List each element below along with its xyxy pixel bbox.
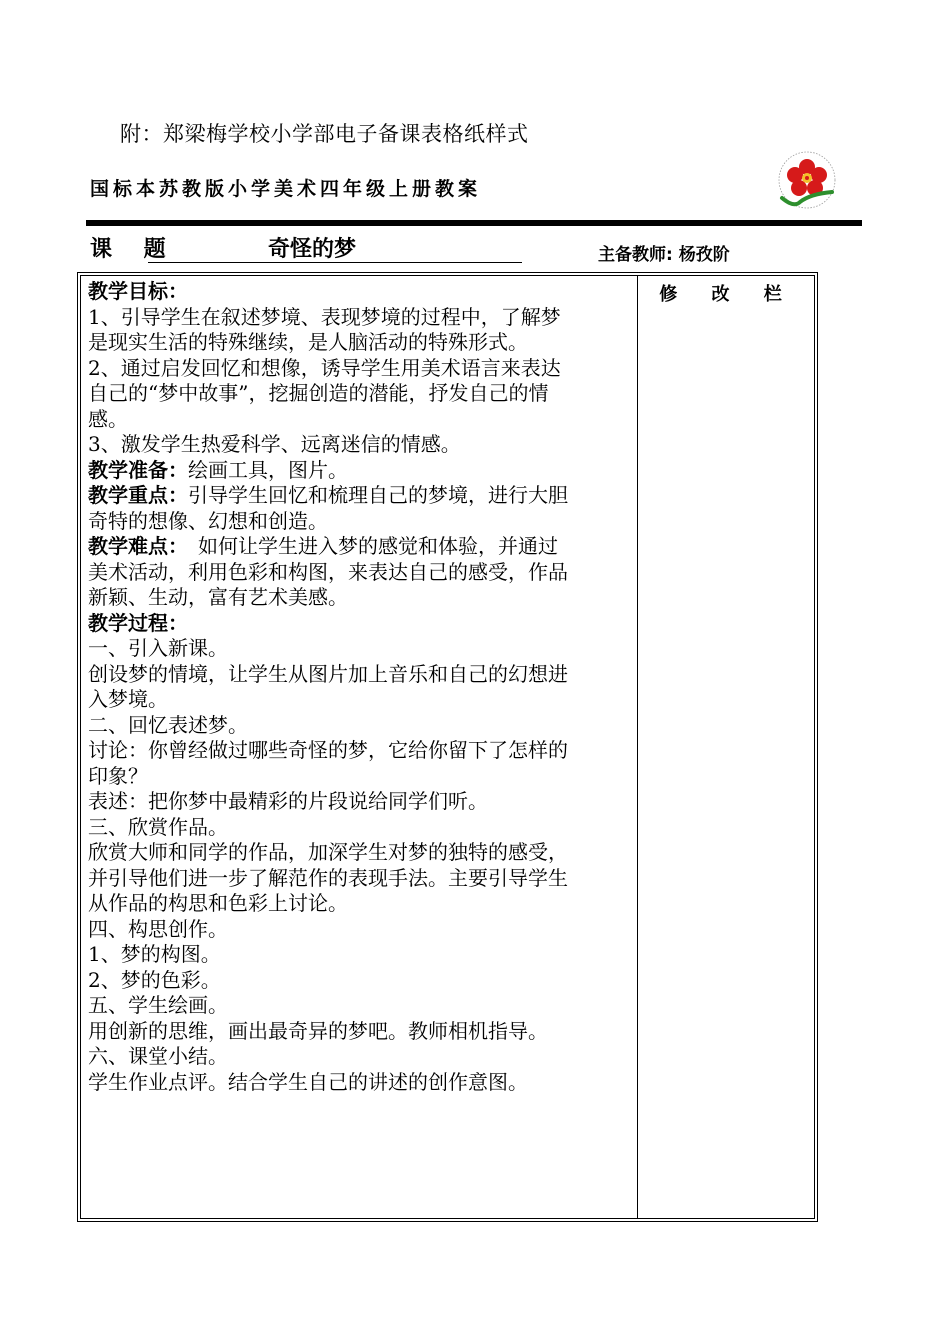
- content-line: 印象？: [88, 763, 148, 788]
- column-divider: [637, 275, 638, 1219]
- preparation-text: 绘画工具，图片。: [188, 457, 348, 482]
- content-line: 美术活动，利用色彩和构图，来表达自己的感受，作品: [88, 559, 568, 584]
- lesson-topic: 奇怪的梦: [268, 237, 357, 262]
- content-line: 感。: [88, 406, 128, 431]
- content-line: 是现实生活的特殊继续，是人脑活动的特殊形式。: [88, 330, 528, 354]
- content-line: 2、通过启发回忆和想像，诱导学生用美术语言来表达: [88, 355, 561, 380]
- difficulty-text: 如何让学生进入梦的感觉和体验，并通过: [178, 534, 558, 558]
- content-line: 奇特的想像、幻想和创造。: [88, 508, 328, 533]
- content-line: 学生作业点评。结合学生自己的讲述的创作意图。: [88, 1069, 528, 1094]
- content-line: 从作品的构思和色彩上讨论。: [88, 891, 348, 915]
- content-line: 新颖、生动，富有艺术美感。: [88, 585, 348, 609]
- content-line: 欣赏大师和同学的作品，加深学生对梦的独特的感受，: [88, 840, 568, 864]
- revision-column-header: 修 改 栏: [659, 284, 796, 305]
- preparation-line: [88, 458, 633, 484]
- content-line: 一、引入新课。: [88, 636, 228, 660]
- content-line: 四、构思创作。: [88, 916, 228, 941]
- lesson-content: [88, 279, 633, 1095]
- content-line: 自己的“梦中故事”，挖掘创造的潜能，抒发自己的情: [88, 381, 549, 405]
- key-points-label: 教学重点：: [88, 483, 188, 507]
- topic-label: 课 题: [90, 237, 178, 262]
- content-line: 1、引导学生在叙述梦境、表现梦境的过程中，了解梦: [88, 304, 561, 329]
- series-title: 国标本苏教版小学美术四年级上册教案: [90, 178, 482, 200]
- key-points-line: [88, 483, 633, 509]
- objectives-heading: 教学目标：: [88, 279, 188, 303]
- content-line: 2、梦的色彩。: [88, 967, 221, 992]
- lead-teacher: 主备教师: 杨孜阶: [598, 245, 730, 265]
- difficulty-line: [88, 534, 633, 560]
- content-line: 3、激发学生热爱科学、远离迷信的情感。: [88, 432, 461, 456]
- content-line: 用创新的思维，画出最奇异的梦吧。教师相机指导。: [88, 1018, 548, 1043]
- content-line: 三、欣赏作品。: [88, 814, 228, 839]
- appendix-note: 附：郑梁梅学校小学部电子备课表格纸样式: [120, 122, 529, 146]
- content-line: 并引导他们进一步了解范作的表现手法。主要引导学生: [88, 865, 568, 890]
- difficulty-label: 教学难点：: [88, 534, 178, 558]
- header-rule: [86, 220, 862, 226]
- process-heading: 教学过程：: [88, 610, 188, 635]
- preparation-label: 教学准备：: [88, 457, 188, 482]
- school-flower-logo-icon: [776, 150, 838, 212]
- content-line: 讨论：你曾经做过哪些奇怪的梦，它给你留下了怎样的: [88, 738, 568, 762]
- content-line: 二、回忆表述梦。: [88, 712, 248, 737]
- content-line: 表述：把你梦中最精彩的片段说给同学们听。: [88, 789, 488, 813]
- key-points-text: 引导学生回忆和梳理自己的梦境，进行大胆: [188, 483, 568, 507]
- content-line: 入梦境。: [88, 687, 168, 711]
- content-line: 五、学生绘画。: [88, 993, 228, 1017]
- content-line: 1、梦的构图。: [88, 942, 221, 966]
- content-line: 创设梦的情境，让学生从图片加上音乐和自己的幻想进: [88, 661, 568, 686]
- content-line: 六、课堂小结。: [88, 1044, 228, 1068]
